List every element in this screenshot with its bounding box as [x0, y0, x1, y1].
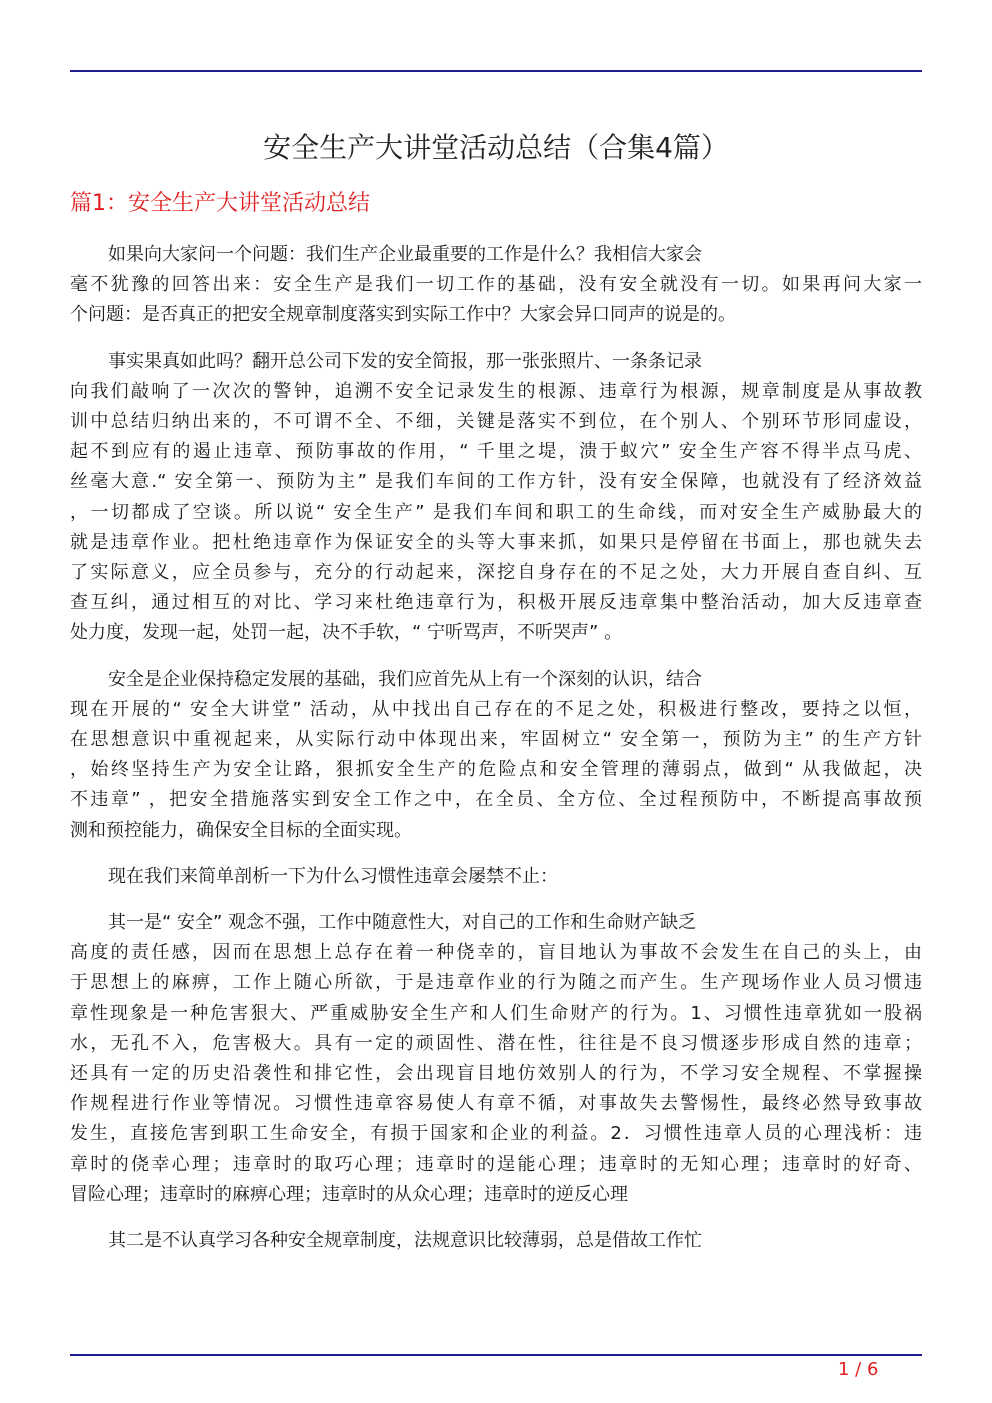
paragraph-line: 现在开展的“ 安全大讲堂” 活动，从中找出自己存在的不足之处，积极进行整改，要持之以恒， [70, 698, 922, 720]
document-body [70, 240, 922, 1272]
paragraph-line: 测和预控能力，确保安全目标的全面实现。 [70, 819, 412, 841]
paragraph-line: 如果向大家问一个问题：我们生产企业最重要的工作是什么？我相信大家会 [108, 244, 702, 265]
paragraph-line: 向我们敲响了一次次的警钟，追溯不安全记录发生的根源、违章行为根源，规章制度是从事故教 [70, 380, 922, 402]
paragraph-line: 其二是不认真学习各种安全规章制度，法规意识比较薄弱，总是借故工作忙 [108, 1230, 702, 1252]
paragraph-line: 不违章” ，把安全措施落实到安全工作之中，在全员、全方位、全过程预防中，不断提高事故预 [70, 789, 922, 811]
paragraph-line: 高度的责任感，因而在思想上总存在着一种侥幸的，盲目地认为事故不会发生在自己的头上，由 [70, 942, 922, 964]
paragraph-line: 冒险心理；违章时的麻痹心理；违章时的从众心理；违章时的逆反心理 [70, 1183, 628, 1205]
paragraph-line: 查互纠，通过相互的对比、学习来杜绝违章行为，积极开展反违章集中整治活动，加大反违章查 [70, 592, 922, 614]
paragraph-line: 就是违章作业。把杜绝违章作为保证安全的头等大事来抓，如果只是停留在书面上，那也就失去 [70, 531, 922, 553]
paragraph-line: 于思想上的麻痹，工作上随心所欲，于是违章作业的行为随之而产生。生产现场作业人员习惯违 [70, 972, 922, 994]
paragraph-line: 起不到应有的遏止违章、预防事故的作用，“ 千里之堤，溃于蚁穴” 安全生产容不得半点马虎、 [70, 441, 922, 463]
paragraph-line: 章性现象是一种危害狠大、严重威胁安全生产和人们生命财产的行为。1、习惯性违章犹如一股祸 [70, 1002, 922, 1024]
paragraph-line: 发生，直接危害到职工生命安全，有损于国家和企业的利益。2．习惯性违章人员的心理浅析：违 [70, 1123, 922, 1145]
paragraph-line: 在思想意识中重视起来，从实际行动中体现出来，牢固树立“ 安全第一，预防为主” 的生产方针 [70, 729, 922, 751]
section-heading: 篇1：安全生产大讲堂活动总结 [70, 191, 370, 216]
paragraph [70, 908, 922, 1210]
paragraph-line: 事实果真如此吗？翻开总公司下发的安全简报，那一张张照片、一条条记录 [108, 350, 702, 372]
paragraph-line: ，一切都成了空谈。所以说“ 安全生产” 是我们车间和职工的生命线，而对安全生产威胁最大的 [70, 501, 922, 523]
paragraph-line: 章时的侥幸心理；违章时的取巧心理；违章时的逞能心理；违章时的无知心理；违章时的好奇、 [70, 1153, 922, 1175]
header-rule [70, 70, 922, 72]
paragraph-line: 毫不犹豫的回答出来：安全生产是我们一切工作的基础，没有安全就没有一切。如果再问大家一 [70, 274, 922, 296]
paragraph-line: 其一是“ 安全” 观念不强，工作中随意性大，对自己的工作和生命财产缺乏 [108, 912, 697, 934]
paragraph-line: 作规程进行作业等情况。习惯性违章容易使人有章不循，对事故失去警惕性，最终必然导致事故 [70, 1093, 922, 1115]
paragraph-line: 水，无孔不入，危害极大。具有一定的顽固性、潜在性，往往是不良习惯逐步形成自然的违章； [70, 1032, 922, 1054]
paragraph-line: 还具有一定的历史沿袭性和排它性，会出现盲目地仿效别人的行为，不学习安全规程、不掌握操 [70, 1063, 922, 1085]
paragraph-line: 训中总结归纳出来的，不可谓不全、不细，关键是落实不到位，在个别人、个别环节形同虚设， [70, 411, 922, 433]
page-number: 1 / 6 [838, 1359, 879, 1380]
paragraph-line: ，始终坚持生产为安全让路，狠抓安全生产的危险点和安全管理的薄弱点，做到“ 从我做起，决 [70, 759, 922, 781]
footer-rule [70, 1354, 922, 1356]
paragraph-line: 现在我们来简单剖析一下为什么习惯性违章会屡禁不止： [108, 865, 558, 887]
paragraph-line: 丝毫大意.“ 安全第一、预防为主” 是我们车间的工作方针，没有安全保障，也就没有了经济效益 [70, 471, 922, 493]
paragraph-line: 安全是企业保持稳定发展的基础，我们应首先从上有一个深刻的认识，结合 [108, 668, 702, 690]
document-title: 安全生产大讲堂活动总结（合集4篇） [263, 131, 729, 164]
paragraph [70, 240, 922, 331]
paragraph-line: 个问题：是否真正的把安全规章制度落实到实际工作中？大家会异口同声的说是的。 [70, 304, 736, 326]
paragraph-line: 处力度，发现一起，处罚一起，决不手软，“ 宁听骂声，不听哭声” 。 [70, 622, 623, 644]
paragraph [70, 862, 922, 892]
paragraph-line: 了实际意义，应全员参与，充分的行动起来，深挖自身存在的不足之处，大力开展自查自纠、互 [70, 562, 922, 584]
paragraph [70, 665, 922, 846]
paragraph [70, 347, 922, 649]
paragraph [70, 1226, 922, 1256]
